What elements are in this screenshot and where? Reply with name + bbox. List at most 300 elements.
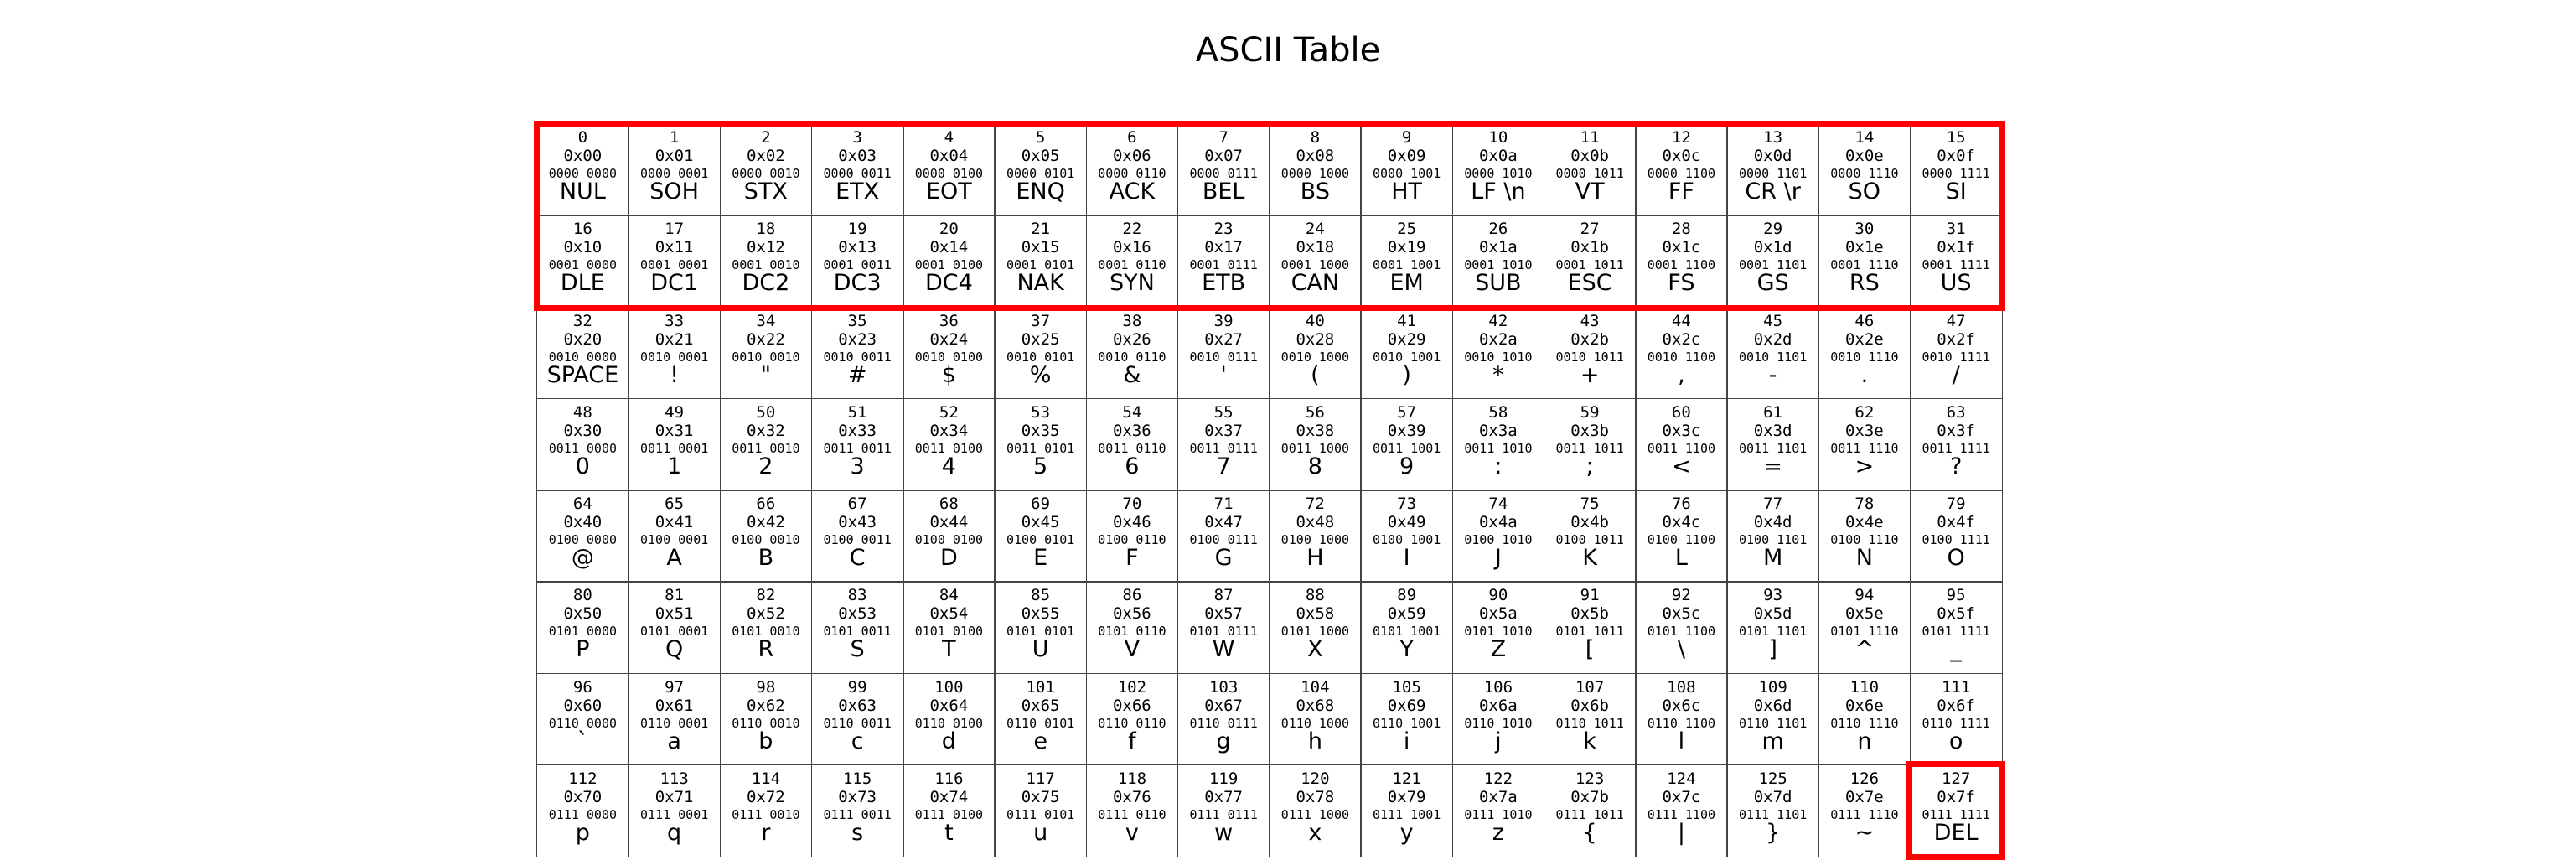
cell-character: HT bbox=[1391, 179, 1423, 205]
ascii-cell bbox=[1086, 581, 1179, 674]
cell-binary: 0111 0011 bbox=[823, 806, 892, 822]
cell-hex: 0x07 bbox=[1204, 147, 1243, 165]
cell-decimal: 17 bbox=[665, 220, 685, 239]
cell-character: C bbox=[849, 545, 866, 571]
cell-hex: 0x7a bbox=[1478, 787, 1518, 806]
cell-binary: 0010 1010 bbox=[1464, 349, 1533, 365]
ascii-cell bbox=[1544, 307, 1637, 400]
cell-decimal: 49 bbox=[665, 402, 685, 422]
cell-decimal: 87 bbox=[1213, 586, 1234, 605]
cell-decimal: 101 bbox=[1026, 677, 1055, 697]
cell-decimal: 123 bbox=[1575, 769, 1605, 788]
cell-binary: 0011 0000 bbox=[548, 440, 618, 456]
ascii-cell bbox=[1177, 123, 1270, 216]
cell-character: " bbox=[760, 361, 772, 388]
cell-hex: 0x79 bbox=[1387, 787, 1426, 806]
cell-hex: 0x3d bbox=[1753, 421, 1792, 440]
cell-character: GS bbox=[1756, 270, 1789, 297]
cell-character: i bbox=[1403, 728, 1410, 754]
cell-hex: 0x4c bbox=[1662, 513, 1701, 531]
cell-decimal: 10 bbox=[1488, 128, 1508, 147]
cell-hex: 0x7f bbox=[1937, 787, 1975, 806]
cell-hex: 0x44 bbox=[929, 513, 969, 531]
ascii-cell bbox=[536, 673, 629, 766]
cell-hex: 0x6e bbox=[1844, 696, 1884, 715]
cell-decimal: 5 bbox=[1035, 128, 1046, 147]
ascii-cell bbox=[1910, 307, 2003, 400]
cell-binary: 0001 1111 bbox=[1922, 257, 1990, 273]
cell-decimal: 58 bbox=[1488, 402, 1508, 422]
cell-binary: 0001 0000 bbox=[548, 257, 618, 273]
cell-decimal: 24 bbox=[1305, 220, 1325, 239]
cell-hex: 0x36 bbox=[1112, 421, 1151, 440]
ascii-cell bbox=[720, 307, 813, 400]
cell-hex: 0x67 bbox=[1204, 696, 1243, 715]
ascii-cell bbox=[903, 581, 996, 674]
cell-binary: 0010 0110 bbox=[1098, 349, 1166, 365]
cell-hex: 0x3e bbox=[1844, 421, 1884, 440]
cell-character: \ bbox=[1677, 636, 1685, 663]
cell-binary: 0001 1100 bbox=[1647, 257, 1716, 273]
cell-binary: 0110 0101 bbox=[1006, 715, 1075, 731]
cell-decimal: 86 bbox=[1122, 586, 1142, 605]
ascii-cell bbox=[1360, 581, 1453, 674]
cell-hex: 0x02 bbox=[746, 147, 785, 165]
cell-binary: 0011 1101 bbox=[1738, 440, 1808, 456]
cell-hex: 0x2d bbox=[1753, 329, 1792, 349]
cell-binary: 0101 0101 bbox=[1006, 624, 1075, 640]
cell-character: ; bbox=[1585, 453, 1594, 479]
ascii-cell bbox=[536, 764, 629, 857]
cell-decimal: 2 bbox=[761, 128, 771, 147]
cell-character: T bbox=[942, 636, 956, 663]
cell-character: n bbox=[1857, 728, 1872, 754]
cell-decimal: 18 bbox=[756, 220, 776, 239]
cell-decimal: 57 bbox=[1397, 402, 1417, 422]
cell-binary: 0011 0111 bbox=[1189, 440, 1258, 456]
cell-character: . bbox=[1860, 361, 1869, 388]
cell-character: h bbox=[1307, 728, 1322, 754]
ascii-cell bbox=[811, 581, 904, 674]
cell-character: SO bbox=[1848, 179, 1881, 205]
cell-decimal: 98 bbox=[756, 677, 776, 697]
cell-decimal: 43 bbox=[1580, 311, 1600, 330]
ascii-cell bbox=[1910, 123, 2003, 216]
cell-binary: 0101 1100 bbox=[1647, 624, 1716, 640]
cell-character: 8 bbox=[1307, 453, 1322, 479]
cell-binary: 0011 1001 bbox=[1372, 440, 1441, 456]
ascii-cell bbox=[1910, 490, 2003, 583]
ascii-cell bbox=[1544, 673, 1637, 766]
cell-character: DC3 bbox=[833, 270, 882, 297]
cell-binary: 0100 0001 bbox=[639, 532, 709, 547]
ascii-cell bbox=[1360, 764, 1453, 857]
ascii-cell bbox=[1635, 123, 1728, 216]
cell-character: _ bbox=[1950, 636, 1962, 663]
ascii-cell bbox=[1910, 581, 2003, 674]
cell-decimal: 69 bbox=[1031, 495, 1051, 513]
cell-decimal: 127 bbox=[1941, 769, 1971, 788]
ascii-cell bbox=[1818, 764, 1911, 857]
cell-decimal: 77 bbox=[1763, 495, 1783, 513]
cell-decimal: 96 bbox=[572, 677, 592, 697]
cell-decimal: 122 bbox=[1483, 769, 1513, 788]
cell-binary: 0010 0111 bbox=[1189, 349, 1258, 365]
ascii-cell bbox=[1269, 581, 1362, 674]
cell-character: I bbox=[1403, 545, 1410, 571]
cell-hex: 0x57 bbox=[1204, 604, 1243, 624]
cell-character: ] bbox=[1768, 636, 1777, 663]
ascii-cell bbox=[628, 307, 721, 400]
cell-decimal: 113 bbox=[660, 769, 689, 788]
ascii-cell bbox=[1818, 581, 1911, 674]
cell-character: M bbox=[1762, 545, 1783, 571]
ascii-cell bbox=[628, 398, 721, 491]
ascii-cell bbox=[1452, 123, 1545, 216]
cell-decimal: 70 bbox=[1122, 495, 1142, 513]
cell-binary: 0110 1110 bbox=[1830, 715, 1899, 731]
cell-binary: 0101 0100 bbox=[914, 624, 984, 640]
cell-decimal: 95 bbox=[1946, 586, 1966, 605]
ascii-cell bbox=[1726, 215, 1819, 308]
cell-binary: 0011 0001 bbox=[639, 440, 709, 456]
cell-hex: 0x5e bbox=[1844, 604, 1884, 624]
cell-binary: 0110 0001 bbox=[639, 715, 709, 731]
cell-character: m bbox=[1761, 728, 1784, 754]
ascii-cell bbox=[1818, 215, 1911, 308]
ascii-cell bbox=[1635, 490, 1728, 583]
cell-hex: 0x2c bbox=[1662, 329, 1701, 349]
cell-character: e bbox=[1033, 728, 1047, 754]
ascii-cell bbox=[1818, 123, 1911, 216]
cell-binary: 0101 1001 bbox=[1372, 624, 1441, 640]
cell-decimal: 0 bbox=[577, 128, 588, 147]
cell-binary: 0001 0110 bbox=[1098, 257, 1166, 273]
cell-binary: 0001 0010 bbox=[732, 257, 800, 273]
cell-character: SYN bbox=[1109, 270, 1155, 297]
ascii-cell bbox=[1726, 398, 1819, 491]
cell-hex: 0x3f bbox=[1937, 421, 1975, 440]
cell-character: [ bbox=[1585, 636, 1595, 663]
cell-decimal: 13 bbox=[1763, 128, 1783, 147]
cell-decimal: 45 bbox=[1763, 311, 1783, 330]
cell-decimal: 1 bbox=[669, 128, 680, 147]
cell-hex: 0x12 bbox=[746, 238, 785, 257]
ascii-cell bbox=[1726, 581, 1819, 674]
cell-binary: 0000 1100 bbox=[1647, 166, 1716, 181]
ascii-cell bbox=[811, 764, 904, 857]
cell-character: > bbox=[1854, 453, 1875, 479]
ascii-cell bbox=[903, 490, 996, 583]
cell-character: ETB bbox=[1202, 270, 1246, 297]
cell-decimal: 126 bbox=[1849, 769, 1880, 788]
cell-character: DLE bbox=[560, 270, 605, 297]
ascii-cell bbox=[1818, 398, 1911, 491]
ascii-cell bbox=[903, 215, 996, 308]
ascii-cell bbox=[1818, 490, 1911, 583]
ascii-cell bbox=[1452, 764, 1545, 857]
ascii-cell bbox=[1818, 673, 1911, 766]
cell-decimal: 124 bbox=[1667, 769, 1696, 788]
cell-decimal: 106 bbox=[1483, 677, 1513, 697]
cell-binary: 0100 1010 bbox=[1464, 532, 1533, 547]
cell-character: ENQ bbox=[1016, 179, 1065, 205]
ascii-cell bbox=[1177, 307, 1270, 400]
cell-binary: 0000 1001 bbox=[1372, 166, 1441, 181]
ascii-cell bbox=[720, 764, 813, 857]
cell-character: O bbox=[1947, 545, 1965, 571]
cell-binary: 0111 0100 bbox=[914, 806, 984, 822]
ascii-cell bbox=[1726, 673, 1819, 766]
cell-decimal: 71 bbox=[1213, 495, 1234, 513]
cell-character: EOT bbox=[925, 179, 972, 205]
cell-hex: 0x13 bbox=[838, 238, 877, 257]
cell-character: D bbox=[939, 545, 958, 571]
cell-character: R bbox=[758, 636, 774, 663]
cell-binary: 0001 0011 bbox=[823, 257, 892, 273]
cell-decimal: 47 bbox=[1946, 311, 1966, 330]
cell-character: ESC bbox=[1567, 270, 1612, 297]
cell-character: W bbox=[1212, 636, 1235, 663]
cell-character: SPACE bbox=[546, 361, 619, 388]
cell-hex: 0x6c bbox=[1662, 696, 1701, 715]
cell-decimal: 41 bbox=[1397, 311, 1417, 330]
cell-decimal: 25 bbox=[1397, 220, 1417, 239]
cell-hex: 0x49 bbox=[1387, 513, 1426, 531]
cell-decimal: 80 bbox=[572, 586, 592, 605]
cell-character: } bbox=[1766, 819, 1781, 846]
ascii-cell bbox=[1726, 123, 1819, 216]
ascii-cell bbox=[1452, 398, 1545, 491]
cell-decimal: 37 bbox=[1031, 311, 1051, 330]
cell-character: ^ bbox=[1854, 636, 1875, 663]
cell-hex: 0x40 bbox=[563, 513, 603, 531]
ascii-cell bbox=[720, 123, 813, 216]
cell-character: 1 bbox=[667, 453, 682, 479]
cell-character: & bbox=[1123, 361, 1141, 388]
cell-character: @ bbox=[571, 545, 594, 571]
cell-decimal: 75 bbox=[1580, 495, 1600, 513]
ascii-cell bbox=[1726, 490, 1819, 583]
cell-binary: 0010 0101 bbox=[1006, 349, 1075, 365]
cell-character: x bbox=[1308, 819, 1322, 846]
cell-binary: 0110 1101 bbox=[1738, 715, 1808, 731]
cell-character: G bbox=[1214, 545, 1233, 571]
cell-hex: 0x7e bbox=[1844, 787, 1884, 806]
cell-decimal: 104 bbox=[1301, 677, 1330, 697]
cell-binary: 0001 0001 bbox=[639, 257, 709, 273]
cell-binary: 0011 1011 bbox=[1555, 440, 1624, 456]
cell-decimal: 48 bbox=[572, 402, 592, 422]
ascii-cell bbox=[994, 490, 1087, 583]
cell-binary: 0101 1110 bbox=[1830, 624, 1899, 640]
cell-binary: 0110 0111 bbox=[1189, 715, 1258, 731]
cell-character: K bbox=[1582, 545, 1597, 571]
ascii-cell bbox=[1910, 764, 2003, 857]
cell-character: DC1 bbox=[650, 270, 699, 297]
ascii-cell bbox=[994, 215, 1087, 308]
cell-binary: 0010 0010 bbox=[732, 349, 800, 365]
cell-binary: 0011 1111 bbox=[1922, 440, 1990, 456]
cell-hex: 0x68 bbox=[1296, 696, 1335, 715]
cell-character: ? bbox=[1949, 453, 1963, 479]
cell-decimal: 88 bbox=[1305, 586, 1325, 605]
ascii-cell bbox=[1910, 673, 2003, 766]
cell-character: FS bbox=[1668, 270, 1695, 297]
cell-decimal: 35 bbox=[847, 311, 867, 330]
cell-hex: 0x15 bbox=[1021, 238, 1060, 257]
cell-decimal: 32 bbox=[572, 311, 592, 330]
cell-decimal: 94 bbox=[1854, 586, 1875, 605]
ascii-cell bbox=[720, 398, 813, 491]
cell-character: # bbox=[847, 361, 867, 388]
ascii-cell bbox=[1544, 398, 1637, 491]
ascii-cell bbox=[628, 581, 721, 674]
cell-binary: 0011 0110 bbox=[1098, 440, 1166, 456]
cell-hex: 0x19 bbox=[1387, 238, 1426, 257]
cell-decimal: 66 bbox=[756, 495, 776, 513]
cell-binary: 0001 1010 bbox=[1464, 257, 1533, 273]
ascii-cell bbox=[1635, 673, 1728, 766]
cell-binary: 0000 1111 bbox=[1922, 166, 1990, 181]
ascii-cell bbox=[1177, 581, 1270, 674]
ascii-cell bbox=[994, 307, 1087, 400]
cell-binary: 0011 0011 bbox=[823, 440, 892, 456]
cell-decimal: 34 bbox=[756, 311, 776, 330]
ascii-cell bbox=[536, 490, 629, 583]
cell-hex: 0x66 bbox=[1112, 696, 1151, 715]
cell-decimal: 102 bbox=[1117, 677, 1147, 697]
cell-character: Z bbox=[1490, 636, 1507, 663]
ascii-cell bbox=[1360, 673, 1453, 766]
cell-hex: 0x6a bbox=[1478, 696, 1518, 715]
cell-binary: 0111 1101 bbox=[1738, 806, 1808, 822]
cell-binary: 0101 0110 bbox=[1098, 624, 1166, 640]
cell-character: FF bbox=[1668, 179, 1694, 205]
cell-hex: 0x5f bbox=[1937, 604, 1975, 624]
ascii-cell bbox=[994, 581, 1087, 674]
cell-hex: 0x70 bbox=[563, 787, 603, 806]
cell-binary: 0111 1000 bbox=[1280, 806, 1350, 822]
cell-binary: 0000 1011 bbox=[1555, 166, 1624, 181]
cell-hex: 0x0f bbox=[1937, 147, 1975, 165]
cell-character: 2 bbox=[758, 453, 773, 479]
cell-character: j bbox=[1495, 728, 1502, 754]
cell-decimal: 90 bbox=[1488, 586, 1508, 605]
cell-binary: 0111 1110 bbox=[1830, 806, 1899, 822]
cell-binary: 0010 1000 bbox=[1280, 349, 1350, 365]
cell-hex: 0x0b bbox=[1570, 147, 1609, 165]
cell-character: LF \n bbox=[1471, 179, 1526, 205]
cell-binary: 0111 0101 bbox=[1006, 806, 1075, 822]
ascii-cell bbox=[1086, 307, 1179, 400]
cell-binary: 0100 1100 bbox=[1647, 532, 1716, 547]
ascii-cell bbox=[1452, 490, 1545, 583]
ascii-cell bbox=[811, 673, 904, 766]
cell-binary: 0010 0011 bbox=[823, 349, 892, 365]
cell-binary: 0000 1000 bbox=[1280, 166, 1350, 181]
ascii-cell bbox=[1544, 490, 1637, 583]
cell-decimal: 3 bbox=[852, 128, 862, 147]
cell-character: ` bbox=[577, 728, 589, 754]
cell-character: ) bbox=[1402, 361, 1411, 388]
cell-character: SUB bbox=[1475, 270, 1522, 297]
cell-hex: 0x5d bbox=[1753, 604, 1792, 624]
cell-binary: 0111 0010 bbox=[732, 806, 800, 822]
ascii-cell bbox=[1360, 123, 1453, 216]
ascii-cell bbox=[1086, 123, 1179, 216]
cell-hex: 0x71 bbox=[654, 787, 694, 806]
cell-hex: 0x4e bbox=[1844, 513, 1884, 531]
cell-binary: 0010 1011 bbox=[1555, 349, 1624, 365]
cell-hex: 0x5c bbox=[1662, 604, 1701, 624]
cell-binary: 0001 1110 bbox=[1830, 257, 1899, 273]
cell-binary: 0110 1010 bbox=[1464, 715, 1533, 731]
cell-decimal: 7 bbox=[1218, 128, 1229, 147]
cell-hex: 0x4d bbox=[1753, 513, 1792, 531]
cell-hex: 0x05 bbox=[1021, 147, 1060, 165]
cell-binary: 0101 1000 bbox=[1280, 624, 1350, 640]
cell-character: z bbox=[1492, 819, 1504, 846]
cell-decimal: 120 bbox=[1301, 769, 1330, 788]
cell-decimal: 74 bbox=[1488, 495, 1508, 513]
cell-character: t bbox=[944, 819, 954, 846]
cell-decimal: 6 bbox=[1127, 128, 1137, 147]
cell-binary: 0101 1011 bbox=[1555, 624, 1624, 640]
ascii-cell bbox=[1269, 215, 1362, 308]
cell-decimal: 8 bbox=[1310, 128, 1321, 147]
ascii-cell bbox=[903, 307, 996, 400]
cell-decimal: 62 bbox=[1854, 402, 1875, 422]
cell-hex: 0x3a bbox=[1478, 421, 1518, 440]
ascii-cell bbox=[1086, 673, 1179, 766]
cell-character: BEL bbox=[1202, 179, 1245, 205]
cell-binary: 0111 1111 bbox=[1922, 806, 1990, 822]
ascii-cell bbox=[1086, 490, 1179, 583]
cell-binary: 0001 0100 bbox=[914, 257, 984, 273]
cell-character: y bbox=[1399, 819, 1414, 846]
cell-hex: 0x11 bbox=[654, 238, 694, 257]
cell-hex: 0x37 bbox=[1204, 421, 1243, 440]
cell-decimal: 20 bbox=[939, 220, 959, 239]
cell-hex: 0x74 bbox=[929, 787, 969, 806]
cell-binary: 0110 0010 bbox=[732, 715, 800, 731]
cell-decimal: 110 bbox=[1849, 677, 1880, 697]
cell-hex: 0x1a bbox=[1478, 238, 1518, 257]
cell-character: v bbox=[1125, 819, 1139, 846]
ascii-cell bbox=[1269, 764, 1362, 857]
cell-hex: 0x20 bbox=[563, 329, 603, 349]
cell-decimal: 84 bbox=[939, 586, 959, 605]
ascii-cell bbox=[1177, 490, 1270, 583]
ascii-cell bbox=[1635, 215, 1728, 308]
cell-decimal: 30 bbox=[1854, 220, 1875, 239]
cell-decimal: 26 bbox=[1488, 220, 1508, 239]
cell-hex: 0x10 bbox=[563, 238, 603, 257]
cell-decimal: 22 bbox=[1122, 220, 1142, 239]
cell-hex: 0x3b bbox=[1570, 421, 1609, 440]
cell-decimal: 4 bbox=[944, 128, 954, 147]
cell-hex: 0x00 bbox=[563, 147, 603, 165]
cell-decimal: 63 bbox=[1946, 402, 1966, 422]
cell-hex: 0x4f bbox=[1937, 513, 1975, 531]
ascii-cell bbox=[1269, 398, 1362, 491]
cell-binary: 0010 0100 bbox=[914, 349, 984, 365]
cell-hex: 0x56 bbox=[1112, 604, 1151, 624]
cell-character: US bbox=[1940, 270, 1972, 297]
cell-decimal: 44 bbox=[1671, 311, 1691, 330]
cell-character: DEL bbox=[1933, 819, 1979, 846]
